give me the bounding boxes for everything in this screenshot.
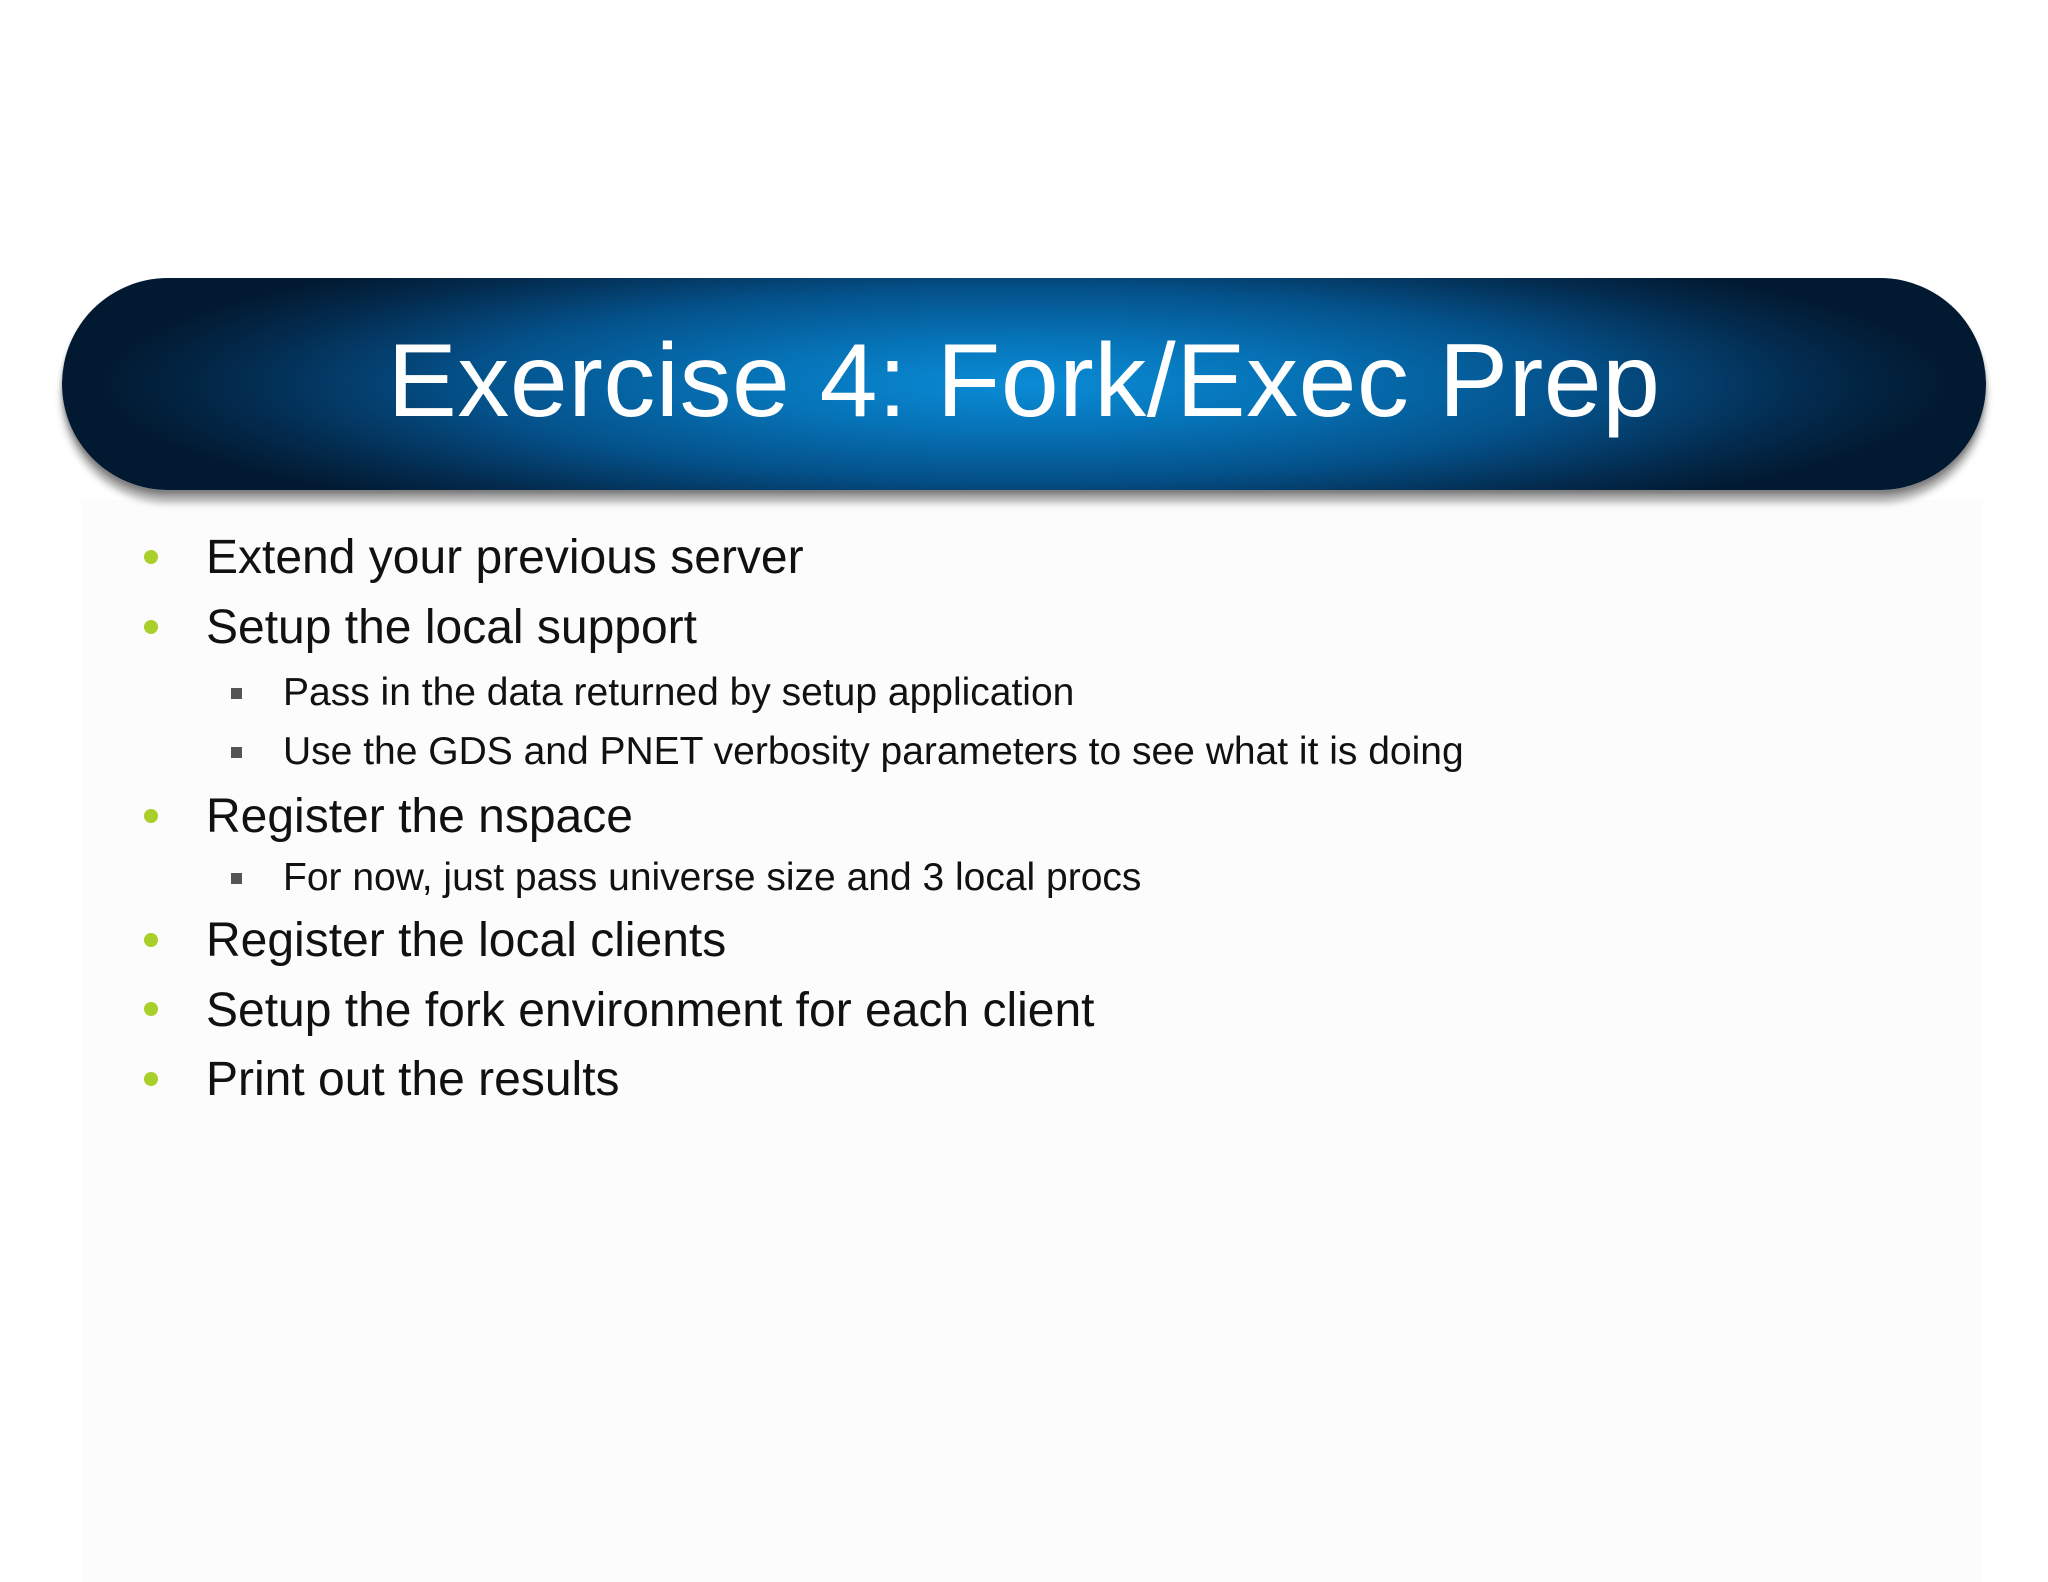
bullet-item: Print out the results xyxy=(206,1053,620,1106)
bullet-dot-icon xyxy=(144,933,158,947)
bullet-item: Setup the fork environment for each client xyxy=(206,984,1095,1037)
sub-bullet-item: For now, just pass universe size and 3 local procs xyxy=(283,856,1142,899)
bullet-dot-icon xyxy=(144,620,158,634)
bullet-square-icon xyxy=(231,688,242,699)
bullet-dot-icon xyxy=(144,1002,158,1016)
bullet-square-icon xyxy=(231,873,242,884)
bullet-dot-icon xyxy=(144,809,158,823)
bullet-item: Register the nspace xyxy=(206,790,633,843)
sub-bullet-item: Pass in the data returned by setup application xyxy=(283,671,1075,714)
bullet-item: Register the local clients xyxy=(206,914,727,967)
bullet-item: Setup the local support xyxy=(206,601,697,654)
sub-bullet-item: Use the GDS and PNET verbosity parameters to see what it is doing xyxy=(283,730,1464,773)
bullet-square-icon xyxy=(231,747,242,758)
bullet-dot-icon xyxy=(144,550,158,564)
slide-title: Exercise 4: Fork/Exec Prep xyxy=(387,322,1661,439)
bullet-dot-icon xyxy=(144,1072,158,1086)
bullet-item: Extend your previous server xyxy=(206,531,804,584)
